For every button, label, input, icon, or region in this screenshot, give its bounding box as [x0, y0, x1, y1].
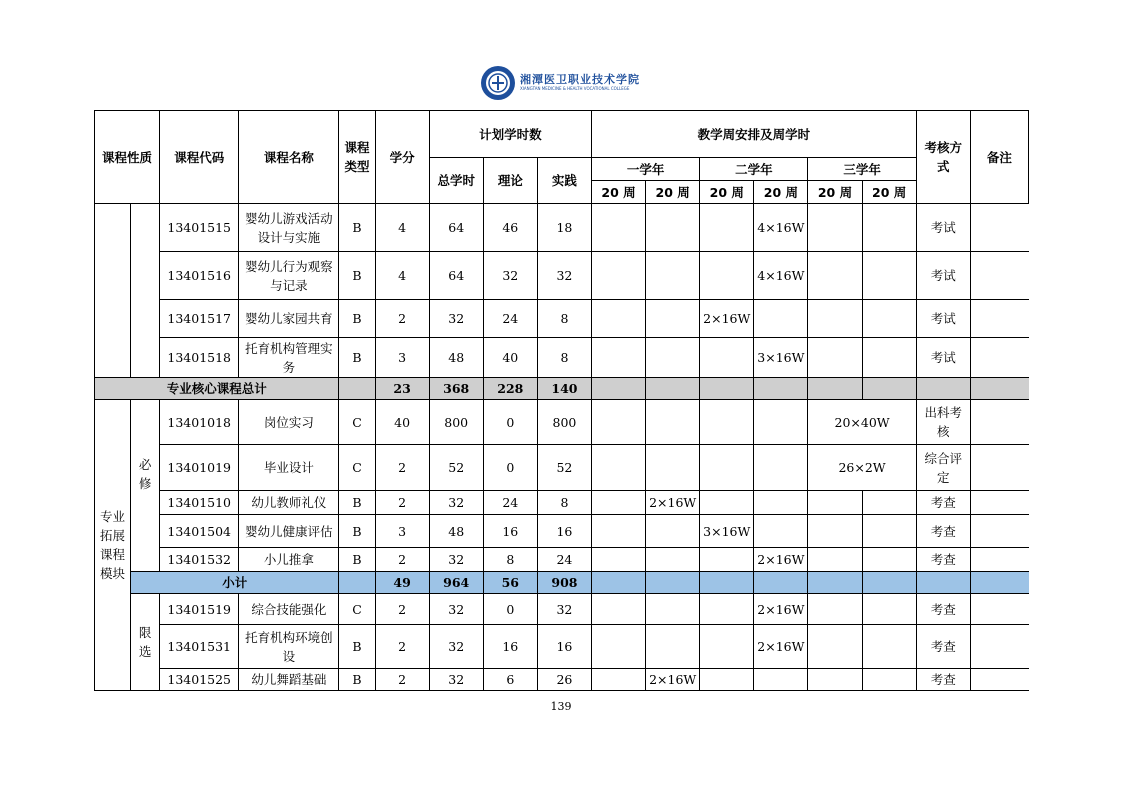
course-theory: 6 [483, 669, 537, 691]
semester-cell [592, 594, 646, 625]
exam-method: 考试 [916, 338, 970, 378]
curriculum-table [94, 110, 1029, 691]
remark-cell [970, 445, 1028, 491]
exam-method: 综合评定 [916, 445, 970, 491]
empty-cell [808, 378, 862, 400]
empty-cell [754, 572, 808, 594]
course-credit: 3 [375, 515, 429, 548]
table-row [95, 625, 1029, 669]
remark-cell [970, 669, 1028, 691]
course-total: 800 [429, 400, 483, 445]
semester-cell [700, 548, 754, 572]
page-number: 139 [550, 700, 572, 713]
course-name: 综合技能强化 [239, 594, 339, 625]
required-label: 必修 [131, 400, 160, 572]
subtotal-type-blank [339, 572, 375, 594]
header-hours: 计划学时数 [429, 111, 591, 158]
exam-method: 考试 [916, 300, 970, 338]
semester-cell [700, 252, 754, 300]
remark-cell [970, 400, 1028, 445]
semester-cell [808, 204, 862, 252]
subcategory-cell-blank [131, 204, 160, 378]
course-practice: 26 [537, 669, 591, 691]
course-code: 13401510 [160, 491, 239, 515]
empty-cell [754, 378, 808, 400]
exam-method: 考查 [916, 548, 970, 572]
subtotal-practice: 908 [537, 572, 591, 594]
empty-cell [970, 378, 1028, 400]
course-total: 32 [429, 300, 483, 338]
course-code: 13401504 [160, 515, 239, 548]
header-code: 课程代码 [160, 111, 239, 204]
core-total-practice: 140 [537, 378, 591, 400]
semester-cell [754, 669, 808, 691]
semester-cell [646, 400, 700, 445]
semester-cell [862, 491, 916, 515]
semester-cell [646, 252, 700, 300]
semester-cell: 4×16W [754, 204, 808, 252]
course-name: 婴幼儿游戏活动设计与实施 [239, 204, 339, 252]
semester-cell [754, 491, 808, 515]
course-theory: 0 [483, 400, 537, 445]
semester-cell [646, 548, 700, 572]
empty-cell [862, 572, 916, 594]
semester-cell [862, 515, 916, 548]
header-week: 20 周 [754, 181, 808, 204]
semester-cell [592, 300, 646, 338]
course-type: B [339, 252, 375, 300]
course-theory: 40 [483, 338, 537, 378]
semester-cell [646, 515, 700, 548]
semester-cell [754, 400, 808, 445]
course-total: 52 [429, 445, 483, 491]
core-total-row [95, 378, 1029, 400]
exam-method: 出科考核 [916, 400, 970, 445]
course-type: B [339, 338, 375, 378]
course-name: 婴幼儿行为观察与记录 [239, 252, 339, 300]
course-total: 48 [429, 338, 483, 378]
semester-cell [592, 515, 646, 548]
header-year-1: 一学年 [592, 158, 700, 181]
course-credit: 2 [375, 625, 429, 669]
course-code: 13401516 [160, 252, 239, 300]
header-week: 20 周 [862, 181, 916, 204]
semester-cell [592, 445, 646, 491]
course-practice: 32 [537, 594, 591, 625]
empty-cell [916, 378, 970, 400]
course-theory: 16 [483, 625, 537, 669]
course-code: 13401532 [160, 548, 239, 572]
semester-cell [700, 491, 754, 515]
semester-cell [862, 548, 916, 572]
semester-cell [646, 338, 700, 378]
semester-cell: 2×16W [754, 625, 808, 669]
empty-cell [916, 572, 970, 594]
remark-cell [970, 338, 1028, 378]
subtotal-theory: 56 [483, 572, 537, 594]
course-name: 托育机构管理实务 [239, 338, 339, 378]
semester-cell [862, 300, 916, 338]
semester-cell [700, 204, 754, 252]
semester-cell: 2×16W [700, 300, 754, 338]
semester-cell [700, 594, 754, 625]
semester-cell [862, 252, 916, 300]
empty-cell [862, 378, 916, 400]
exam-method: 考查 [916, 669, 970, 691]
course-total: 48 [429, 515, 483, 548]
semester-cell: 3×16W [700, 515, 754, 548]
course-theory: 46 [483, 204, 537, 252]
remark-cell [970, 204, 1028, 252]
course-total: 64 [429, 204, 483, 252]
course-type: B [339, 515, 375, 548]
course-total: 32 [429, 594, 483, 625]
course-type: B [339, 300, 375, 338]
course-practice: 32 [537, 252, 591, 300]
semester-cell-merged: 26×2W [808, 445, 916, 491]
exam-method: 考试 [916, 204, 970, 252]
empty-cell [808, 572, 862, 594]
course-code: 13401515 [160, 204, 239, 252]
course-code: 13401519 [160, 594, 239, 625]
course-practice: 18 [537, 204, 591, 252]
course-credit: 2 [375, 445, 429, 491]
course-theory: 24 [483, 300, 537, 338]
header-total-hours: 总学时 [429, 158, 483, 204]
exam-method: 考查 [916, 594, 970, 625]
course-theory: 24 [483, 491, 537, 515]
course-name: 幼儿教师礼仪 [239, 491, 339, 515]
empty-cell [700, 378, 754, 400]
header-year-2: 二学年 [700, 158, 808, 181]
course-total: 32 [429, 491, 483, 515]
course-credit: 2 [375, 669, 429, 691]
semester-cell [754, 515, 808, 548]
header-nature: 课程性质 [95, 111, 160, 204]
remark-cell [970, 515, 1028, 548]
course-credit: 2 [375, 594, 429, 625]
header-name: 课程名称 [239, 111, 339, 204]
semester-cell [808, 594, 862, 625]
subtotal-hours: 964 [429, 572, 483, 594]
header-exam: 考核方式 [916, 111, 970, 204]
remark-cell [970, 548, 1028, 572]
semester-cell [808, 491, 862, 515]
header-week: 20 周 [646, 181, 700, 204]
course-theory: 8 [483, 548, 537, 572]
semester-cell: 2×16W [754, 594, 808, 625]
core-total-type-blank [339, 378, 375, 400]
course-total: 32 [429, 548, 483, 572]
exam-method: 考试 [916, 252, 970, 300]
header-remark: 备注 [970, 111, 1028, 204]
core-total-theory: 228 [483, 378, 537, 400]
course-type: C [339, 594, 375, 625]
course-code: 13401525 [160, 669, 239, 691]
header-theory: 理论 [483, 158, 537, 204]
course-type: B [339, 491, 375, 515]
empty-cell [592, 378, 646, 400]
college-english-name: XIANGTAN MEDICINE & HEALTH VOCATIONAL COLLEGE [520, 86, 630, 91]
semester-cell: 3×16W [754, 338, 808, 378]
course-theory: 0 [483, 594, 537, 625]
semester-cell [754, 300, 808, 338]
course-name: 岗位实习 [239, 400, 339, 445]
table-row [95, 548, 1029, 572]
semester-cell [862, 669, 916, 691]
remark-cell [970, 300, 1028, 338]
exam-method: 考查 [916, 491, 970, 515]
header-year-3: 三学年 [808, 158, 916, 181]
semester-cell [592, 669, 646, 691]
semester-cell [808, 548, 862, 572]
course-type: B [339, 204, 375, 252]
semester-cell [862, 625, 916, 669]
semester-cell: 2×16W [646, 669, 700, 691]
semester-cell [808, 515, 862, 548]
table-row [95, 491, 1029, 515]
course-code: 13401517 [160, 300, 239, 338]
course-code: 13401018 [160, 400, 239, 445]
table-row [95, 594, 1029, 625]
semester-cell [646, 204, 700, 252]
course-name: 幼儿舞蹈基础 [239, 669, 339, 691]
semester-cell [700, 338, 754, 378]
core-total-hours: 368 [429, 378, 483, 400]
empty-cell [646, 378, 700, 400]
table-row [95, 400, 1029, 445]
course-credit: 40 [375, 400, 429, 445]
core-total-label: 专业核心课程总计 [95, 378, 339, 400]
table-header [95, 111, 1029, 204]
course-code: 13401019 [160, 445, 239, 491]
table-row [95, 515, 1029, 548]
course-practice: 24 [537, 548, 591, 572]
semester-cell: 2×16W [646, 491, 700, 515]
remark-cell [970, 625, 1028, 669]
exam-method: 考查 [916, 515, 970, 548]
remark-cell [970, 491, 1028, 515]
header-week: 20 周 [592, 181, 646, 204]
header-credit: 学分 [375, 111, 429, 204]
course-credit: 2 [375, 491, 429, 515]
elective-label: 限选 [131, 594, 160, 691]
empty-cell [700, 572, 754, 594]
college-logo [480, 64, 640, 102]
remark-cell [970, 252, 1028, 300]
semester-cell [592, 204, 646, 252]
semester-cell: 4×16W [754, 252, 808, 300]
semester-cell [754, 445, 808, 491]
college-emblem-icon [480, 65, 516, 101]
semester-cell [592, 548, 646, 572]
course-credit: 4 [375, 204, 429, 252]
course-code: 13401518 [160, 338, 239, 378]
semester-cell [700, 445, 754, 491]
subtotal-label: 小计 [131, 572, 339, 594]
semester-cell [700, 625, 754, 669]
category-cell-blank [95, 204, 131, 378]
module-label: 专业拓展课程模块 [95, 400, 131, 691]
remark-cell [970, 594, 1028, 625]
course-practice: 52 [537, 445, 591, 491]
course-type: C [339, 445, 375, 491]
course-type: C [339, 400, 375, 445]
empty-cell [970, 572, 1028, 594]
semester-cell [862, 338, 916, 378]
table-row [95, 338, 1029, 378]
semester-cell [700, 669, 754, 691]
subtotal-credit: 49 [375, 572, 429, 594]
semester-cell [646, 594, 700, 625]
header-practice: 实践 [537, 158, 591, 204]
header-type: 课程类型 [339, 111, 375, 204]
table-row [95, 204, 1029, 252]
course-code: 13401531 [160, 625, 239, 669]
course-practice: 16 [537, 625, 591, 669]
course-type: B [339, 625, 375, 669]
semester-cell: 2×16W [754, 548, 808, 572]
empty-cell [592, 572, 646, 594]
header-week: 20 周 [808, 181, 862, 204]
semester-cell [808, 300, 862, 338]
header-schedule: 教学周安排及周学时 [592, 111, 917, 158]
course-type: B [339, 548, 375, 572]
course-practice: 800 [537, 400, 591, 445]
course-credit: 3 [375, 338, 429, 378]
course-credit: 4 [375, 252, 429, 300]
semester-cell [808, 338, 862, 378]
semester-cell [592, 400, 646, 445]
semester-cell [646, 300, 700, 338]
core-total-credit: 23 [375, 378, 429, 400]
course-theory: 32 [483, 252, 537, 300]
semester-cell-merged: 20×40W [808, 400, 916, 445]
empty-cell [646, 572, 700, 594]
course-total: 32 [429, 669, 483, 691]
college-name: 湘潭医卫职业技术学院 [520, 73, 640, 86]
course-practice: 8 [537, 300, 591, 338]
course-practice: 8 [537, 491, 591, 515]
course-total: 64 [429, 252, 483, 300]
semester-cell [808, 669, 862, 691]
course-practice: 8 [537, 338, 591, 378]
course-practice: 16 [537, 515, 591, 548]
table-row [95, 300, 1029, 338]
course-name: 婴幼儿健康评估 [239, 515, 339, 548]
semester-cell [862, 204, 916, 252]
course-name: 毕业设计 [239, 445, 339, 491]
table-row [95, 445, 1029, 491]
course-credit: 2 [375, 300, 429, 338]
course-theory: 0 [483, 445, 537, 491]
course-name: 托育机构环境创设 [239, 625, 339, 669]
semester-cell [592, 338, 646, 378]
course-credit: 2 [375, 548, 429, 572]
semester-cell [808, 625, 862, 669]
semester-cell [592, 252, 646, 300]
semester-cell [700, 400, 754, 445]
semester-cell [646, 625, 700, 669]
course-name: 小儿推拿 [239, 548, 339, 572]
course-type: B [339, 669, 375, 691]
semester-cell [646, 445, 700, 491]
semester-cell [808, 252, 862, 300]
course-theory: 16 [483, 515, 537, 548]
course-name: 婴幼儿家园共育 [239, 300, 339, 338]
semester-cell [592, 491, 646, 515]
semester-cell [592, 625, 646, 669]
table-row [95, 252, 1029, 300]
course-total: 32 [429, 625, 483, 669]
header-week: 20 周 [700, 181, 754, 204]
subtotal-row [95, 572, 1029, 594]
table-row [95, 669, 1029, 691]
exam-method: 考查 [916, 625, 970, 669]
semester-cell [862, 594, 916, 625]
